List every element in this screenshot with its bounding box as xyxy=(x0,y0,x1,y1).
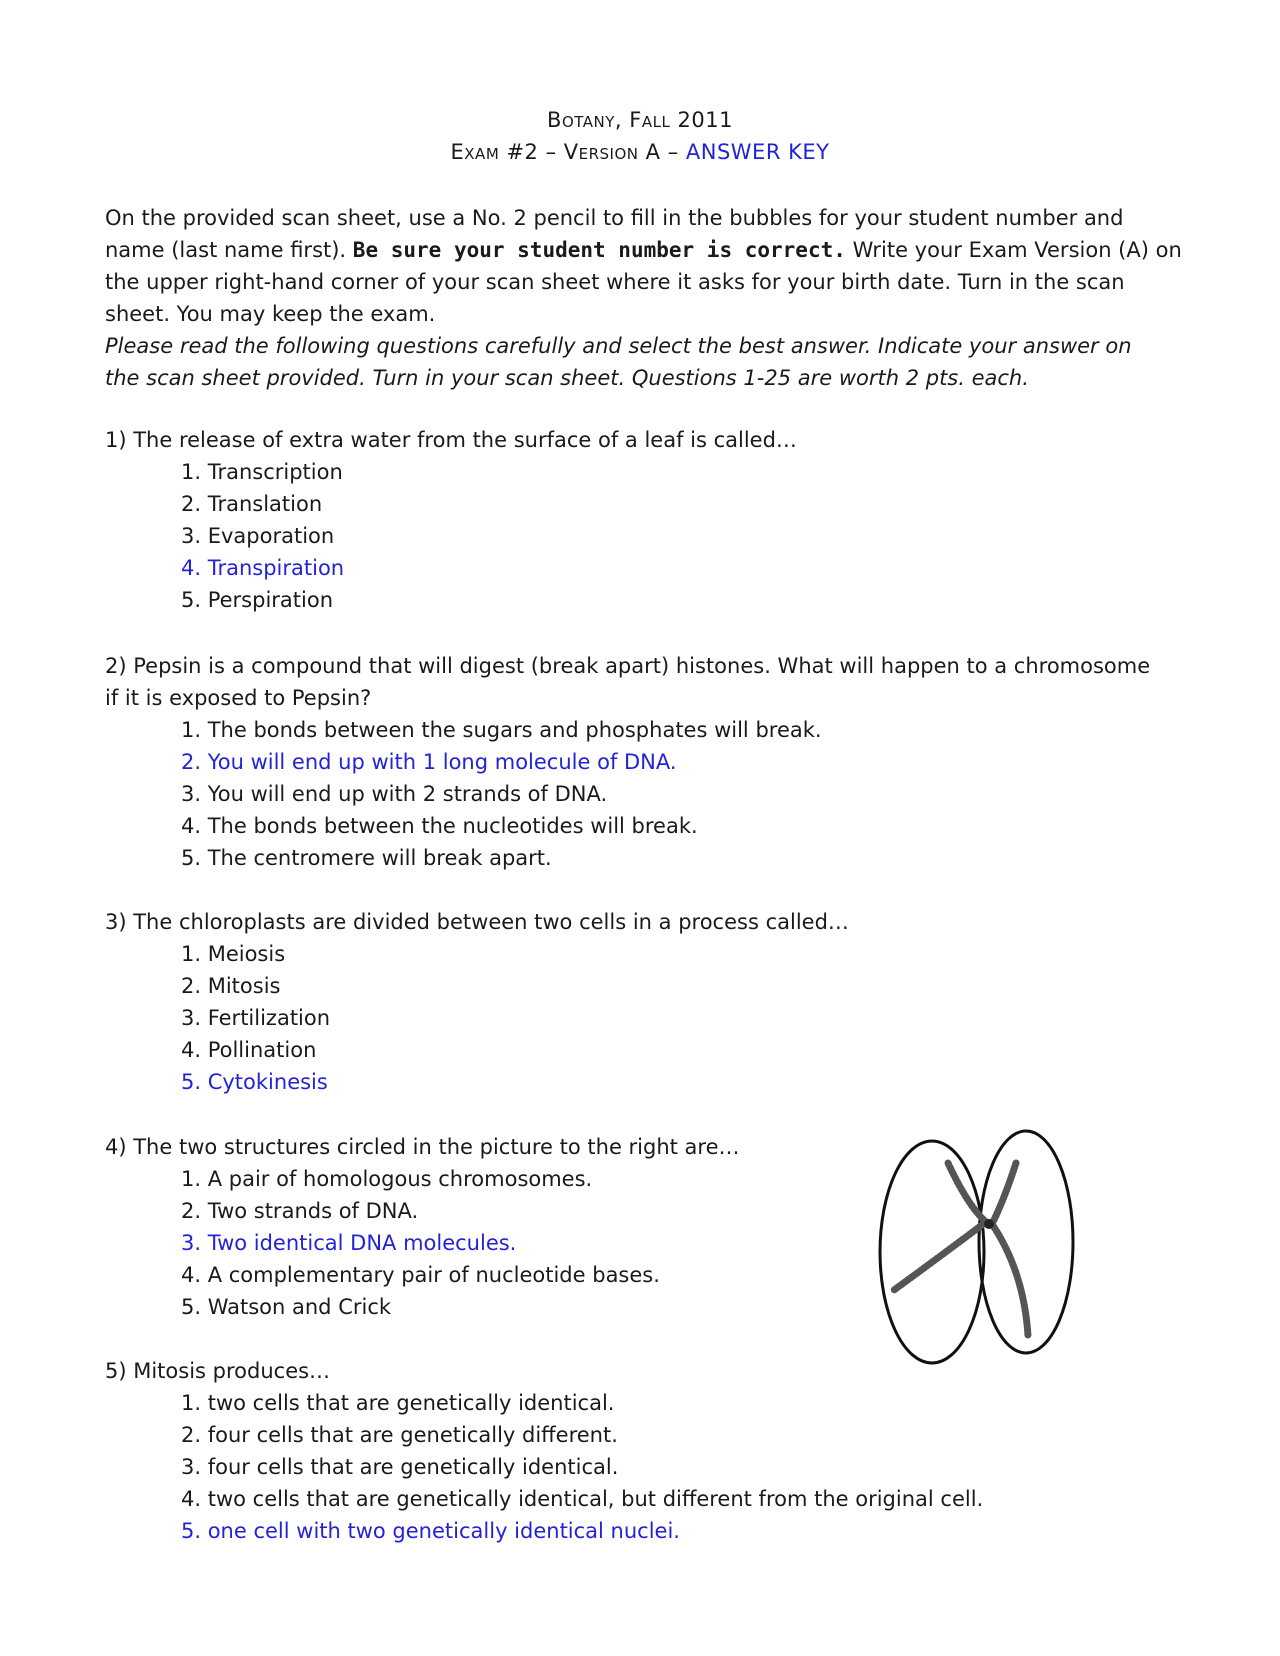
instructions-line-2-start: name (last name first). xyxy=(105,238,353,262)
instructions-line-2-end: Write your Exam Version (A) on xyxy=(845,238,1182,262)
exam-course-title: Botany, Fall 2011 xyxy=(547,108,733,132)
reading-instructions-line-1: Please read the following questions carefully and select the best answer. Indicate your answer on xyxy=(105,334,1132,358)
instructions-line-1: On the provided scan sheet, use a No. 2 pencil to fill in the bubbles for your student number and xyxy=(105,206,1124,230)
answer-option: 2. Mitosis xyxy=(181,974,281,998)
instructions-line-3: the upper right-hand corner of your scan sheet where it asks for your birth date. Turn in the scan xyxy=(105,270,1125,294)
answer-option: 1. Meiosis xyxy=(181,942,286,966)
question-text: 3) The chloroplasts are divided between two cells in a process called… xyxy=(105,910,849,934)
answer-option: 4. two cells that are genetically identical, but different from the original cell. xyxy=(181,1487,984,1511)
answer-option-correct: 5. one cell with two genetically identical nuclei. xyxy=(181,1519,680,1543)
answer-option: 1. The bonds between the sugars and phosphates will break. xyxy=(181,718,822,742)
answer-option: 3. Fertilization xyxy=(181,1006,331,1030)
answer-option: 1. A pair of homologous chromosomes. xyxy=(181,1167,593,1191)
question-text: 5) Mitosis produces… xyxy=(105,1359,331,1383)
question-text: 1) The release of extra water from the surface of a leaf is called… xyxy=(105,428,797,452)
answer-option: 2. four cells that are genetically different. xyxy=(181,1423,618,1447)
reading-instructions-line-2: the scan sheet provided. Turn in your scan sheet. Questions 1-25 are worth 2 pts. each. xyxy=(105,366,1029,390)
instructions-line-4: sheet. You may keep the exam. xyxy=(105,302,436,326)
chromosome-figure xyxy=(876,1128,1084,1366)
answer-option: 3. Evaporation xyxy=(181,524,335,548)
answer-option: 3. You will end up with 2 strands of DNA. xyxy=(181,782,608,806)
exam-version-label: Exam #2 – Version A – xyxy=(450,140,686,164)
answer-option: 4. Pollination xyxy=(181,1038,317,1062)
answer-option: 4. A complementary pair of nucleotide bases. xyxy=(181,1263,660,1287)
instructions-line-2 xyxy=(105,234,1182,266)
answer-option: 5. The centromere will break apart. xyxy=(181,846,552,870)
chromosome-diagram xyxy=(876,1128,1084,1366)
answer-option: 2. Translation xyxy=(181,492,323,516)
student-number-warning: Be sure your student number is correct. xyxy=(352,238,846,262)
answer-option: 2. Two strands of DNA. xyxy=(181,1199,419,1223)
answer-option-correct: 2. You will end up with 1 long molecule of DNA. xyxy=(181,750,677,774)
question-text: 2) Pepsin is a compound that will digest (break apart) histones. What will happen to a chromosome xyxy=(105,654,1151,678)
exam-version-title xyxy=(0,140,1280,164)
answer-option: 5. Watson and Crick xyxy=(181,1295,392,1319)
answer-option: 3. four cells that are genetically identical. xyxy=(181,1455,619,1479)
answer-option-correct: 4. Transpiration xyxy=(181,556,345,580)
answer-option: 1. Transcription xyxy=(181,460,343,484)
answer-option: 5. Perspiration xyxy=(181,588,334,612)
answer-option-correct: 5. Cytokinesis xyxy=(181,1070,328,1094)
question-text: 4) The two structures circled in the picture to the right are… xyxy=(105,1135,740,1159)
answer-option-correct: 3. Two identical DNA molecules. xyxy=(181,1231,517,1255)
answer-option: 4. The bonds between the nucleotides will break. xyxy=(181,814,698,838)
answer-option: 1. two cells that are genetically identical. xyxy=(181,1391,615,1415)
question-text: if it is exposed to Pepsin? xyxy=(105,686,372,710)
answer-key-label: ANSWER KEY xyxy=(685,140,830,164)
